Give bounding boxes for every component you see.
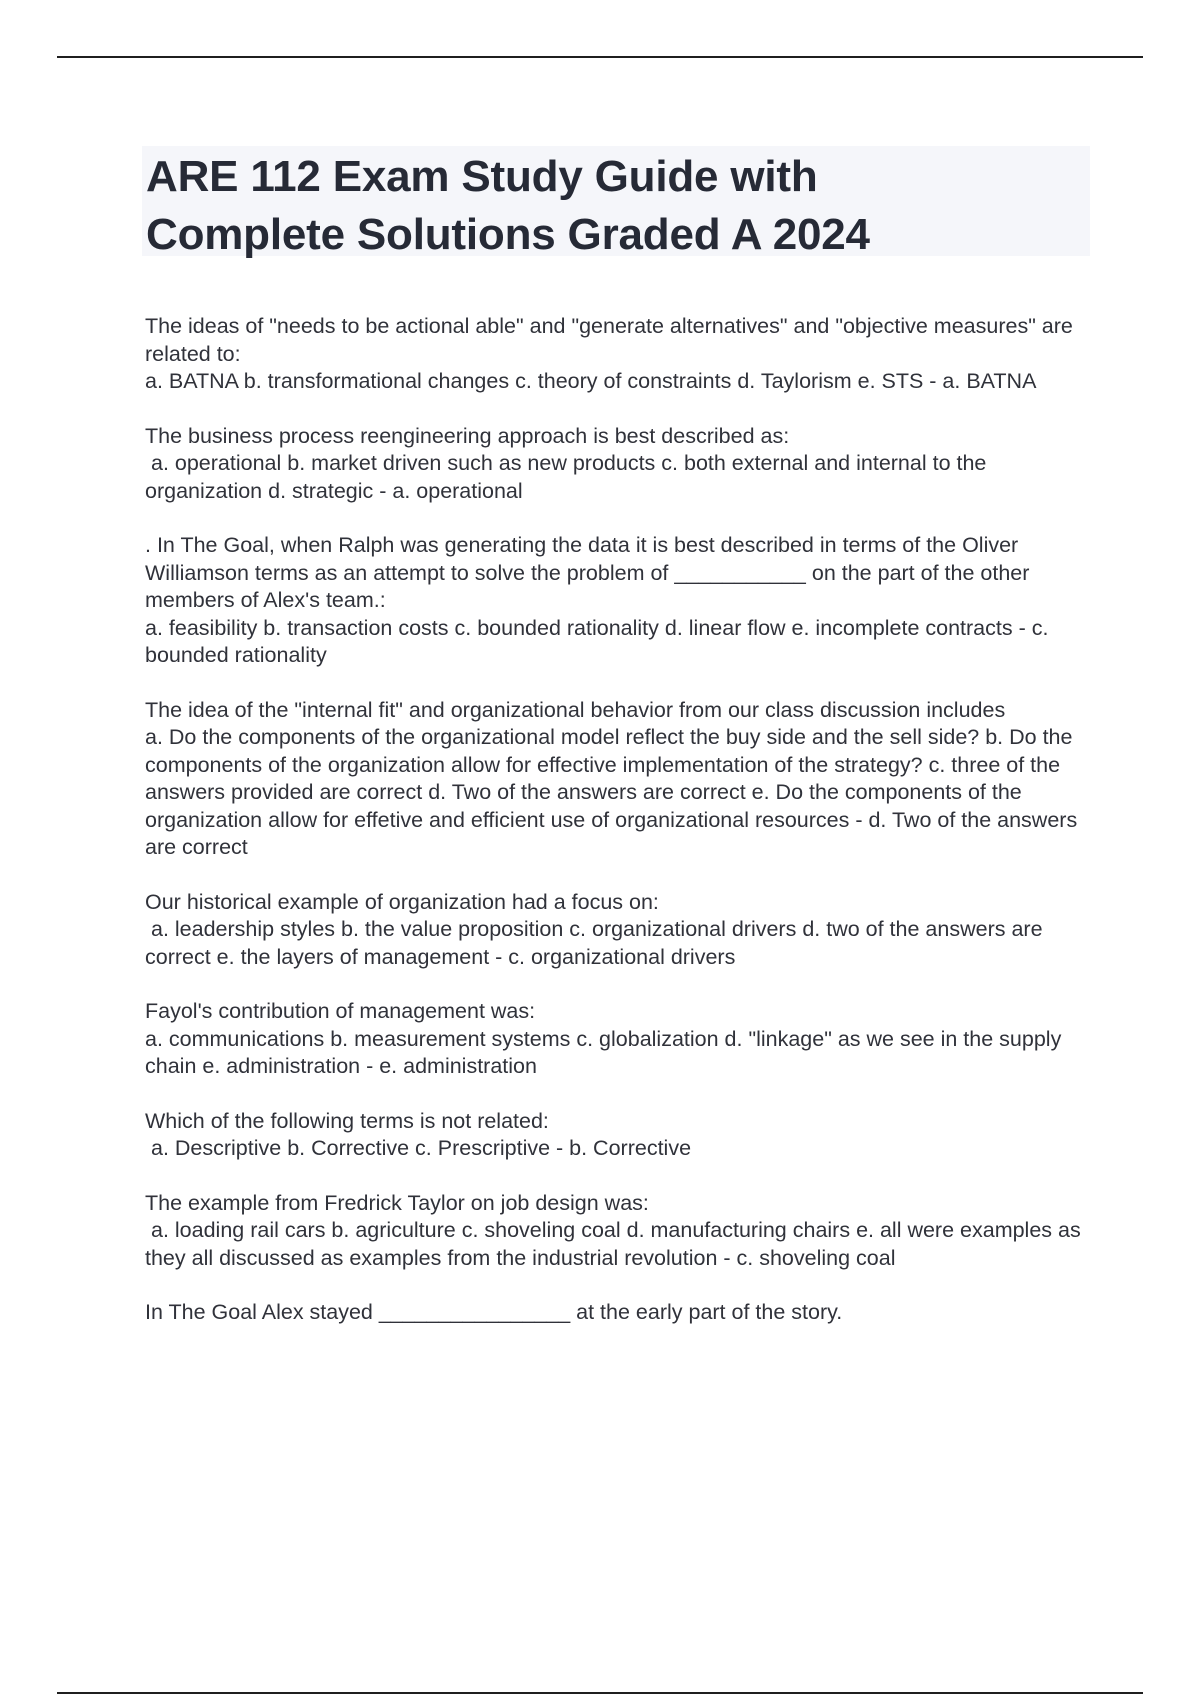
qa-item (145, 1108, 1090, 1163)
answer-text: a. feasibility b. transaction costs c. bounded rationality d. linear flow e. incomplete contracts - c. bounded rationality (145, 615, 1055, 667)
qa-item (145, 1190, 1090, 1273)
answer-text: a. loading rail cars b. agriculture c. shoveling coal d. manufacturing chairs e. all were examples as they all discussed as examples from the industrial revolution - c. shoveling coal (145, 1218, 1087, 1270)
question-text: In The Goal Alex stayed ________________ at the early part of the story. (145, 1300, 843, 1324)
qa-item (145, 423, 1090, 506)
question-text: The idea of the "internal fit" and organizational behavior from our class discussion includes (145, 697, 1006, 722)
answer-text: a. Do the components of the organizational model reflect the buy side and the sell side? b. Do the components of the organization allow for effective implementation of the strategy? c. three of the answers provided are correct d. Two of the answers are correct e. Do the components of the organization allow for effetive and efficient use of organizational resources - d. Two of the answers are correct (145, 725, 1084, 859)
question-text: The example from Fredrick Taylor on job design was: (145, 1190, 649, 1215)
question-text: . In The Goal, when Ralph was generating the data it is best described in terms of the Oliver Williamson terms as an attempt to solve the problem of ___________ on the part of the other members of Alex's team.: (145, 533, 1036, 612)
qa-list (145, 313, 1090, 1354)
answer-text: a. communications b. measurement systems c. globalization d. "linkage" as we see in the supply chain e. administration - e. administration (145, 1026, 1068, 1078)
qa-item (145, 889, 1090, 972)
question-text: Fayol's contribution of management was: (145, 999, 536, 1023)
bottom-rule (57, 1692, 1143, 1694)
answer-text: a. BATNA b. transformational changes c. theory of constraints d. Taylorism e. STS - a. BATNA (145, 369, 1037, 393)
qa-item (145, 998, 1090, 1081)
answer-text: a. leadership styles b. the value proposition c. organizational drivers d. two of the answers are correct e. the layers of management - c. organizational drivers (145, 917, 1049, 969)
answer-text: a. Descriptive b. Corrective c. Prescriptive - b. Corrective (145, 1136, 692, 1160)
top-rule (57, 56, 1143, 58)
answer-text: a. operational b. market driven such as new products c. both external and internal to the organization d. strategic - a. operational (145, 451, 993, 503)
qa-item (145, 532, 1090, 670)
qa-item (145, 313, 1090, 396)
question-text: The business process reengineering approach is best described as: (145, 423, 790, 448)
question-text: Our historical example of organization had a focus on: (145, 889, 659, 914)
question-text: Which of the following terms is not related: (145, 1108, 549, 1133)
title-line-2: Complete Solutions Graded A 2024 (146, 210, 870, 259)
qa-item (145, 1299, 1090, 1327)
document-title (142, 146, 1090, 259)
qa-item (145, 697, 1090, 862)
question-text: The ideas of "needs to be actional able" and "generate alternatives" and "objective measures" are related to: (145, 314, 1079, 366)
title-line-1: ARE 112 Exam Study Guide with (146, 152, 818, 201)
